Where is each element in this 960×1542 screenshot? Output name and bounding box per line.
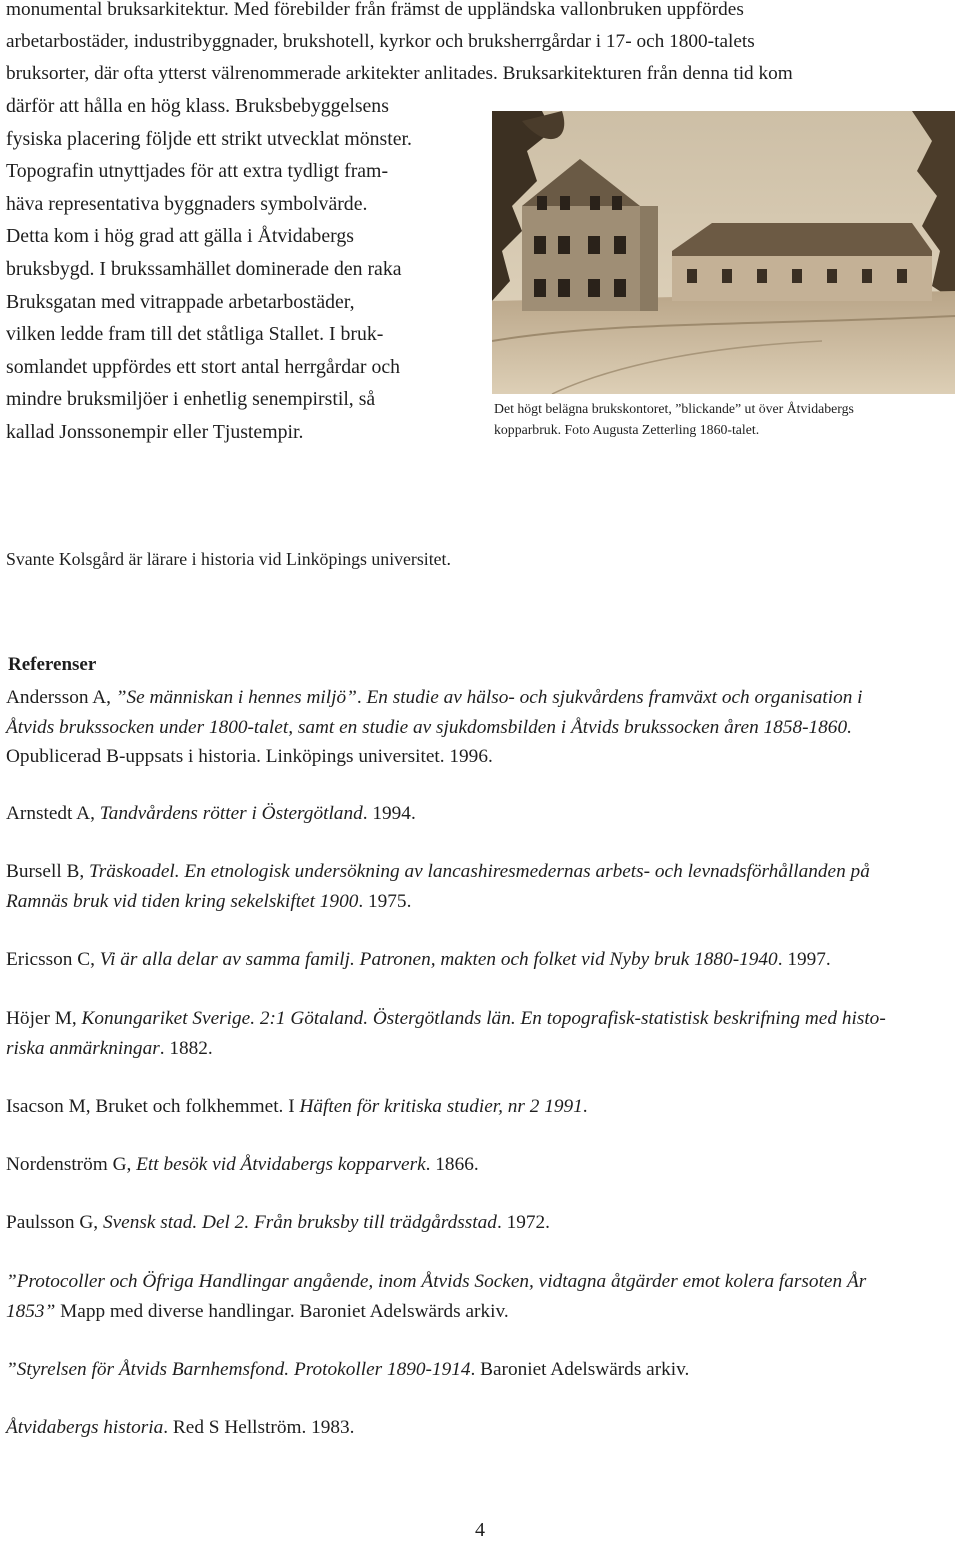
- reference-title: Ramnäs bruk vid tiden kring sekelskiftet 1900: [6, 890, 359, 912]
- author-note: Svante Kolsgård är lärare i historia vid Linköpings universitet.: [6, 549, 451, 569]
- text-line: häva representativa byggnaders symbolvärde.: [6, 192, 368, 215]
- references-heading: Referenser: [8, 654, 97, 675]
- reference-title: Åtvidabergs historia: [6, 1417, 164, 1438]
- reference-text: Mapp med diverse handlingar. Baroniet Adelswärds arkiv.: [55, 1300, 509, 1322]
- reference-author: Arnstedt A,: [6, 803, 100, 824]
- reference-text: . 1975.: [358, 890, 412, 912]
- text-line: därför att hålla en hög klass. Bruksbebyggelsens: [6, 95, 389, 117]
- reference-author: Höjer M,: [6, 1008, 82, 1029]
- reference-entry: [6, 799, 951, 829]
- reference-entry: [6, 1150, 951, 1180]
- photo-caption: [494, 398, 954, 440]
- text-line: mindre bruksmiljöer i enhetlig senempirstil, så: [6, 388, 376, 411]
- reference-title: Träskoadel. En etnologisk undersökning av lancashiresmedernas arbets- och levnadsförhållanden på: [89, 861, 870, 882]
- reference-entry: [6, 1355, 951, 1385]
- reference-text: Opublicerad B-uppsats i historia. Linköpings universitet. 1996.: [6, 746, 493, 767]
- reference-title: 1853”: [6, 1300, 56, 1322]
- reference-entry: [6, 857, 951, 916]
- reference-text: .: [356, 687, 367, 708]
- text-line: vilken ledde fram till det ståtliga Stallet. I bruk-: [6, 323, 384, 346]
- text-line: Bruksgatan med vitrappade arbetarbostäder,: [6, 290, 355, 313]
- text-line: Detta kom i hög grad att gälla i Åtvidabergs: [6, 225, 354, 248]
- reference-text: . 1997.: [777, 949, 831, 970]
- reference-title: En studie av hälso- och sjukvårdens framväxt och organisation i: [366, 687, 863, 708]
- reference-author: Ericsson C,: [6, 949, 100, 970]
- body-column: [6, 90, 491, 449]
- reference-author: Nordenström G,: [6, 1154, 137, 1175]
- caption-line: Det högt belägna brukskontoret, ”blickande” ut över Åtvidabergs: [494, 401, 854, 416]
- reference-title: Tandvårdens rötter i Östergötland: [99, 803, 363, 824]
- text-line: kallad Jonssonempir eller Tjustempir.: [6, 420, 304, 443]
- intro-paragraph: [6, 0, 956, 90]
- reference-title: Svensk stad. Del 2. Från bruksby till trädgårdsstad: [102, 1212, 497, 1233]
- reference-title: ”Protocoller och Öfriga Handlingar angående, inom Åtvids Socken, vidtagna åtgärder emot kolera farsoten År: [6, 1271, 867, 1292]
- reference-entry: [6, 1267, 951, 1326]
- text-line: fysiska placering följde ett strikt utvecklat mönster.: [6, 127, 412, 150]
- text-line: bruksorter, där ofta ytterst välrenommerade arkitekter anlitades. Bruksarkitekturen från denna tid kom: [6, 63, 793, 84]
- reference-entry: [6, 1413, 951, 1443]
- reference-title: Konungariket Sverige. 2:1 Götaland. Östergötlands län. En topografisk-statistisk beskrifning med histo-: [81, 1008, 886, 1029]
- page-number: 4: [475, 1519, 485, 1541]
- reference-title: ”Styrelsen för Åtvids Barnhemsfond. Protokoller 1890-1914: [6, 1359, 471, 1380]
- historic-photo: [492, 111, 955, 394]
- reference-entry: [6, 1004, 951, 1063]
- reference-text: .: [582, 1096, 588, 1117]
- reference-title: riska anmärkningar: [6, 1037, 160, 1059]
- text-line: somlandet uppfördes ett stort antal herrgårdar och: [6, 355, 401, 378]
- reference-author: Andersson A,: [6, 687, 116, 708]
- text-line: arbetarbostäder, industribyggnader, brukshotell, kyrkor och bruksherrgårdar i 17- och 1800-talets: [6, 31, 755, 52]
- reference-author: Paulsson G,: [6, 1212, 103, 1233]
- text-line: bruksbygd. I brukssamhället dominerade den raka: [6, 257, 402, 280]
- reference-author: Bursell B,: [6, 861, 90, 882]
- reference-text: . 1972.: [496, 1212, 550, 1233]
- reference-text: . 1882.: [159, 1037, 213, 1059]
- reference-text: . Baroniet Adelswärds arkiv.: [470, 1359, 690, 1380]
- reference-text: . 1994.: [362, 803, 416, 824]
- reference-text: . 1866.: [425, 1154, 479, 1175]
- reference-title: Ett besök vid Åtvidabergs kopparverk: [136, 1154, 426, 1175]
- reference-title: Åtvids brukssocken under 1800-talet, samt en studie av sjukdomsbilden i Åtvids brukssocken åren 1858-1860.: [6, 716, 852, 738]
- reference-entry: [6, 683, 951, 772]
- reference-title: Vi är alla delar av samma familj. Patronen, makten och folket vid Nyby bruk 1880-1940: [99, 949, 778, 970]
- reference-author: Isacson M, Bruket och folkhemmet. I: [6, 1096, 300, 1117]
- reference-title: Häften för kritiska studier, nr 2 1991: [299, 1096, 583, 1117]
- reference-entry: [6, 1208, 951, 1238]
- reference-title: ”Se människan i hennes miljö”: [115, 687, 357, 708]
- text-line: Topografin utnyttjades för att extra tydligt fram-: [6, 160, 389, 183]
- reference-text: . Red S Hellström. 1983.: [163, 1417, 355, 1438]
- text-line: monumental bruksarkitektur. Med förebilder från främst de uppländska vallonbruken uppfördes: [6, 0, 744, 20]
- reference-entry: [6, 945, 951, 975]
- reference-entry: [6, 1092, 951, 1122]
- caption-line: kopparbruk. Foto Augusta Zetterling 1860-talet.: [494, 422, 760, 437]
